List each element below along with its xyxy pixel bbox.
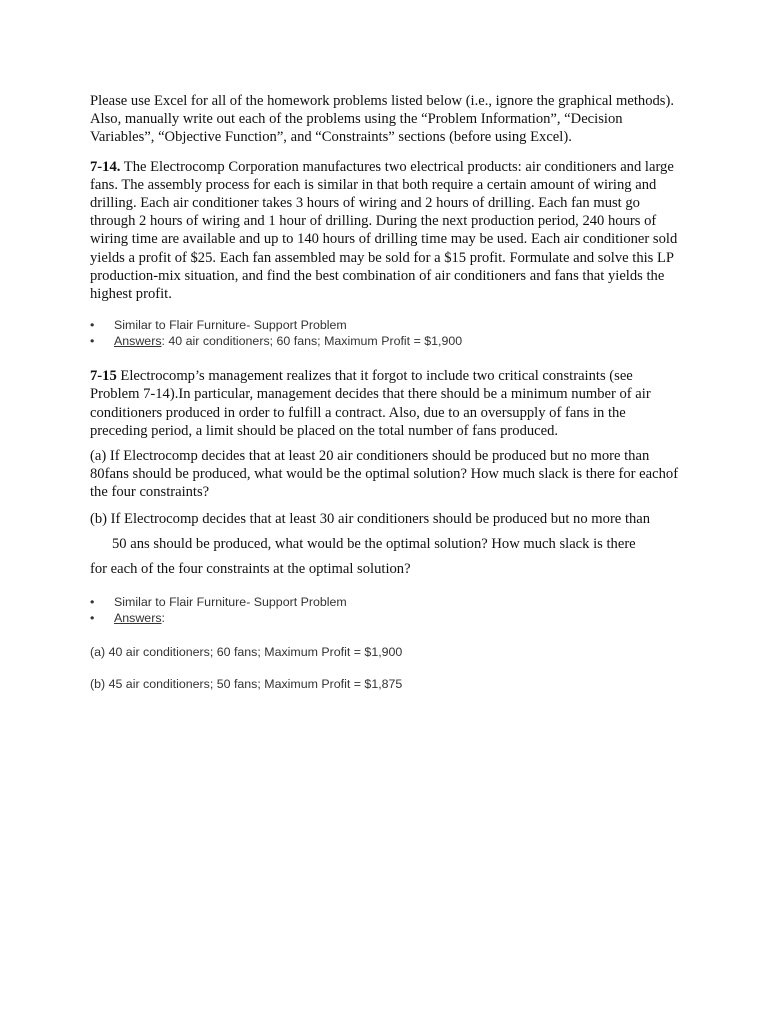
problem-7-15-text: Electrocomp’s management realizes that it forgot to include two critical constraints (see Problem 7-14).In particular, management decides that there should be a minimum number of air conditioners produced in order to fulfill a contract. Also, due to an oversupply of fans in the preceding period, a limit should be placed on the total number of fans produced. bbox=[90, 368, 651, 439]
bullet-icon: • bbox=[90, 318, 95, 333]
answer-part-b: (b) 45 air conditioners; 50 fans; Maximum Profit = $1,875 bbox=[90, 677, 403, 692]
problem-7-14-paragraph bbox=[90, 158, 680, 304]
bullet-icon: • bbox=[90, 611, 95, 626]
problem-7-15-paragraph bbox=[90, 367, 680, 440]
document-page bbox=[90, 90, 680, 692]
list-item bbox=[90, 594, 680, 610]
problem-7-14-text: The Electrocomp Corporation manufactures two electrical products: air conditioners and large fans. The assembly process for each is similar in that both require a certain amount of wiring and drilling. Each air conditioner takes 3 hours of wiring and 2 hours of drilling. Each fan must go through 2 hours of wiring and 1 hour of drilling. During the next production period, 240 hours of wiring time are available and up to 140 hours of drilling time may be used. Each air conditioner sold yields a profit of $25. Each fan assembled may be sold for a $15 profit. Formulate and solve this LP production-mix situation, and find the best combination of air conditioners and fans that yields the highest profit. bbox=[90, 158, 678, 303]
list-item bbox=[90, 333, 680, 349]
problem-7-14-number: 7-14. bbox=[90, 158, 121, 175]
answers-suffix: : bbox=[161, 611, 165, 626]
answers-label: Answers bbox=[114, 334, 162, 349]
answer-part-a: (a) 40 air conditioners; 60 fans; Maximum Profit = $1,900 bbox=[90, 645, 403, 660]
problem-7-14-bullet-list bbox=[90, 317, 680, 349]
problem-7-15-part-b-line-2: 50 ans should be produced, what would be the optimal solution? How much slack is there bbox=[112, 535, 636, 552]
problem-7-15-part-b-line-3: for each of the four constraints at the optimal solution? bbox=[90, 561, 411, 578]
answers-text: : 40 air conditioners; 60 fans; Maximum Profit = $1,900 bbox=[161, 334, 463, 349]
problem-7-15-part-b-line-1: (b) If Electrocomp decides that at least 30 air conditioners should be produced but no more than bbox=[90, 510, 651, 527]
bullet-icon: • bbox=[90, 595, 95, 610]
problem-7-15-number: 7-15 bbox=[90, 368, 117, 385]
answers-label: Answers bbox=[114, 611, 162, 626]
list-item bbox=[90, 610, 680, 626]
similar-problem-note: Similar to Flair Furniture- Support Problem bbox=[114, 595, 347, 610]
problem-7-15-bullet-list bbox=[90, 594, 680, 626]
bullet-icon: • bbox=[90, 334, 95, 349]
similar-problem-note: Similar to Flair Furniture- Support Problem bbox=[114, 318, 347, 333]
intro-paragraph: Please use Excel for all of the homework problems listed below (i.e., ignore the graphical methods). Also, manually write out each of the problems using the “Problem Information”, “Decision Variables”, “Objective Function”, and “Constraints” sections (before using Excel). bbox=[90, 93, 674, 146]
list-item bbox=[90, 317, 680, 333]
problem-7-15-part-a: (a) If Electrocomp decides that at least 20 air conditioners should be produced but no more than 80fans should be produced, what would be the optimal solution? How much slack is there for eachof the four constraints? bbox=[90, 448, 679, 501]
